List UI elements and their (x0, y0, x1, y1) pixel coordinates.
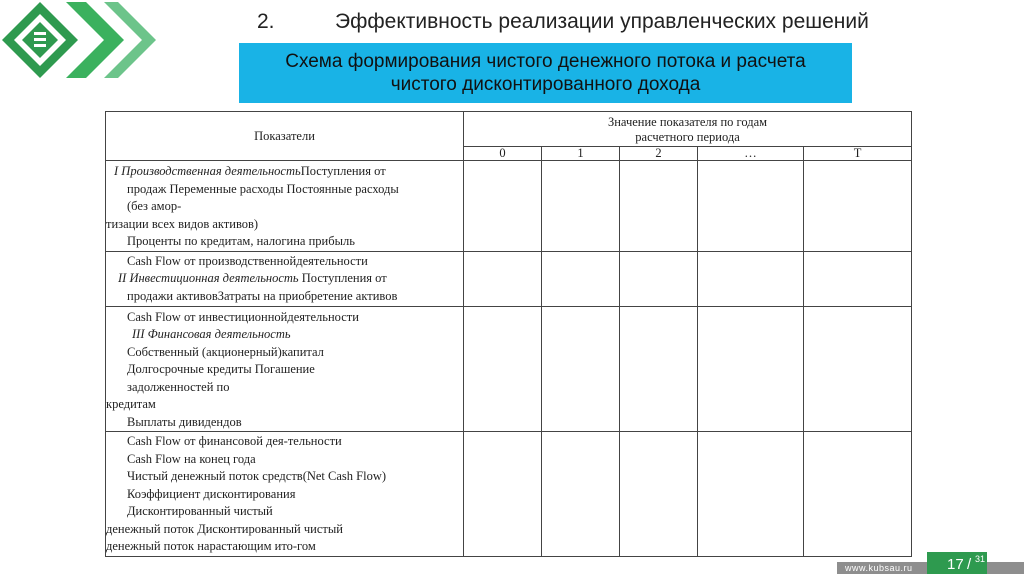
row3-line1: Cash Flow от инвестиционнойдеятельности (127, 309, 359, 324)
row3-line7: Выплаты дивидендов (127, 414, 242, 429)
row4-line6: денежный поток Дисконтированный чистый (106, 521, 343, 536)
value-cell (804, 432, 912, 557)
year-header-1: 1 (542, 147, 620, 161)
row3-line3: Собственный (акционерный)капитал (127, 344, 324, 359)
row1-line5: Проценты по кредитам, налогина прибыль (127, 234, 355, 248)
value-cell (542, 161, 620, 252)
row2-line1: Cash Flow от производственнойдеятельности (127, 253, 368, 268)
value-cell (620, 251, 698, 306)
row4-line3: Чистый денежный поток средств(Net Cash Flow) (127, 469, 387, 483)
section-number: 2. (257, 10, 275, 33)
value-cell (542, 251, 620, 306)
header-indicators: Показатели (106, 112, 464, 161)
value-cell (620, 161, 698, 252)
table-row (106, 251, 912, 306)
header-values-by-year (464, 112, 912, 147)
row1-line3: (без амор- (127, 199, 182, 213)
year-header-0: 0 (464, 147, 542, 161)
page-indicator (927, 552, 987, 574)
value-cell (698, 161, 804, 252)
page-total: 31 (975, 554, 986, 564)
row1-line4: тизации всех видов активов) (106, 216, 259, 231)
year-header-ellipsis: … (698, 147, 804, 161)
value-cell (464, 251, 542, 306)
value-cell (542, 306, 620, 432)
value-cell (464, 432, 542, 557)
row3-line2-italic: III Финансовая деятельность (132, 327, 291, 341)
value-cell (804, 306, 912, 432)
header-group-line-1: Значение показателя по годам (607, 115, 768, 129)
header-group-line-2: расчетного периода (635, 130, 740, 144)
footer-url: www.kubsau.ru (845, 563, 913, 573)
row4-line5: Дисконтированный чистый (127, 504, 273, 518)
row1-line1-rest: Поступления от (300, 164, 386, 178)
row4-line7: денежный поток нарастающим ито-гом (106, 539, 316, 553)
value-cell (620, 432, 698, 557)
row4-line2: Cash Flow на конец года (127, 451, 256, 466)
university-logo (0, 0, 160, 80)
value-cell (804, 251, 912, 306)
value-cell (542, 432, 620, 557)
page-current: 17 (947, 556, 964, 573)
value-cell (698, 432, 804, 557)
row2-line2-italic: II Инвестиционная деятельность (118, 271, 299, 285)
row4-line4: Коэффициент дисконтирования (127, 486, 296, 501)
row3-line5: задолженностей по (127, 379, 230, 394)
value-cell (464, 161, 542, 252)
row1-line2: продаж Переменные расходы Постоянные расходы (127, 181, 399, 196)
value-cell (698, 306, 804, 432)
cash-flow-table (105, 111, 912, 557)
row-financing-activity (106, 306, 464, 432)
banner-line-2: чистого дисконтированного дохода (390, 74, 701, 95)
table-row (106, 306, 912, 432)
banner-line-1: Схема формирования чистого денежного потока и расчета (285, 51, 806, 72)
row3-line6: кредитам (106, 397, 156, 411)
page-title: Эффективность реализации управленческих решений (335, 10, 869, 33)
table-row (106, 161, 912, 252)
value-cell (698, 251, 804, 306)
year-header-2: 2 (620, 147, 698, 161)
value-cell (620, 306, 698, 432)
row-summary-indicators (106, 432, 464, 557)
year-header-t: T (804, 147, 912, 161)
table-row (106, 432, 912, 557)
value-cell (804, 161, 912, 252)
row-operating-activity (106, 161, 464, 252)
row2-line3: продажи активовЗатраты на приобретение активов (127, 288, 398, 303)
row-investing-activity (106, 251, 464, 306)
subtitle-banner (239, 43, 852, 103)
value-cell (464, 306, 542, 432)
row3-line4: Долгосрочные кредиты Погашение (127, 362, 315, 376)
page-separator: / (967, 556, 972, 573)
row4-line1: Cash Flow от финансовой дея-тельности (127, 434, 342, 448)
row2-line2-rest: Поступления от (298, 271, 387, 285)
row1-line1-italic: I Производственная деятельность (114, 164, 301, 178)
